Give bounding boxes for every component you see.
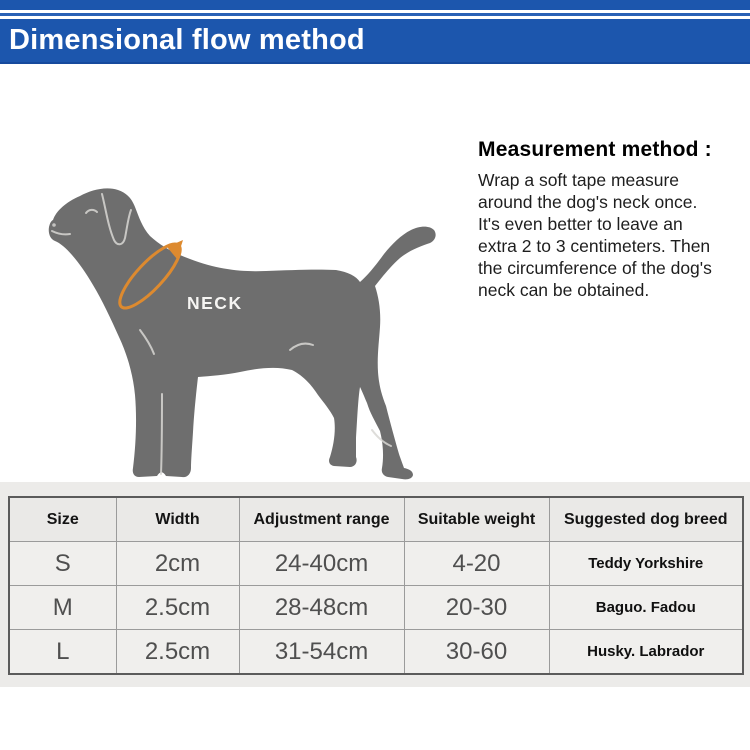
measurement-method-section: [478, 138, 746, 301]
banner-title: Dimensional flow method: [0, 19, 750, 64]
dog-nose-detail: [52, 223, 56, 227]
measurement-text-line: extra 2 to 3 centimeters. Then: [478, 236, 711, 256]
table-row: [9, 542, 743, 586]
col-header-suitable-weight: Suitable weight: [404, 497, 549, 542]
measurement-heading: Measurement method :: [478, 138, 712, 161]
cell-width: 2.5cm: [116, 630, 239, 675]
cell-adjustment-range: 24-40cm: [239, 542, 404, 586]
measurement-text-line: neck can be obtained.: [478, 280, 650, 300]
neck-label: NECK: [187, 293, 243, 313]
size-chart-table: [8, 496, 744, 675]
col-header-suggested-breed: Suggested dog breed: [549, 497, 743, 542]
cell-size: S: [9, 542, 116, 586]
cell-adjustment-range: 31-54cm: [239, 630, 404, 675]
cell-suitable-weight: 4-20: [404, 542, 549, 586]
cell-adjustment-range: 28-48cm: [239, 586, 404, 630]
cell-width: 2cm: [116, 542, 239, 586]
cell-suitable-weight: 30-60: [404, 630, 549, 675]
top-blue-hairline: [0, 13, 750, 16]
measurement-text-line: the circumference of the dog's: [478, 258, 712, 278]
measurement-text-line: It's even better to leave an: [478, 214, 683, 234]
col-header-adjustment-range: Adjustment range: [239, 497, 404, 542]
dog-illustration: [40, 180, 450, 485]
measurement-text-line: around the dog's neck once.: [478, 192, 698, 212]
col-header-size: Size: [9, 497, 116, 542]
dog-measurement-diagram: [40, 180, 450, 485]
cell-suggested-breed: Teddy Yorkshire: [549, 542, 743, 586]
cell-suggested-breed: Husky. Labrador: [549, 630, 743, 675]
top-blue-strip: [0, 0, 750, 10]
cell-suitable-weight: 20-30: [404, 586, 549, 630]
cell-width: 2.5cm: [116, 586, 239, 630]
cell-size: L: [9, 630, 116, 675]
table-header-row: [9, 497, 743, 542]
col-header-width: Width: [116, 497, 239, 542]
cell-size: M: [9, 586, 116, 630]
table-row: [9, 630, 743, 675]
table-row: [9, 586, 743, 630]
cell-suggested-breed: Baguo. Fadou: [549, 586, 743, 630]
measurement-text-line: Wrap a soft tape measure: [478, 170, 680, 190]
